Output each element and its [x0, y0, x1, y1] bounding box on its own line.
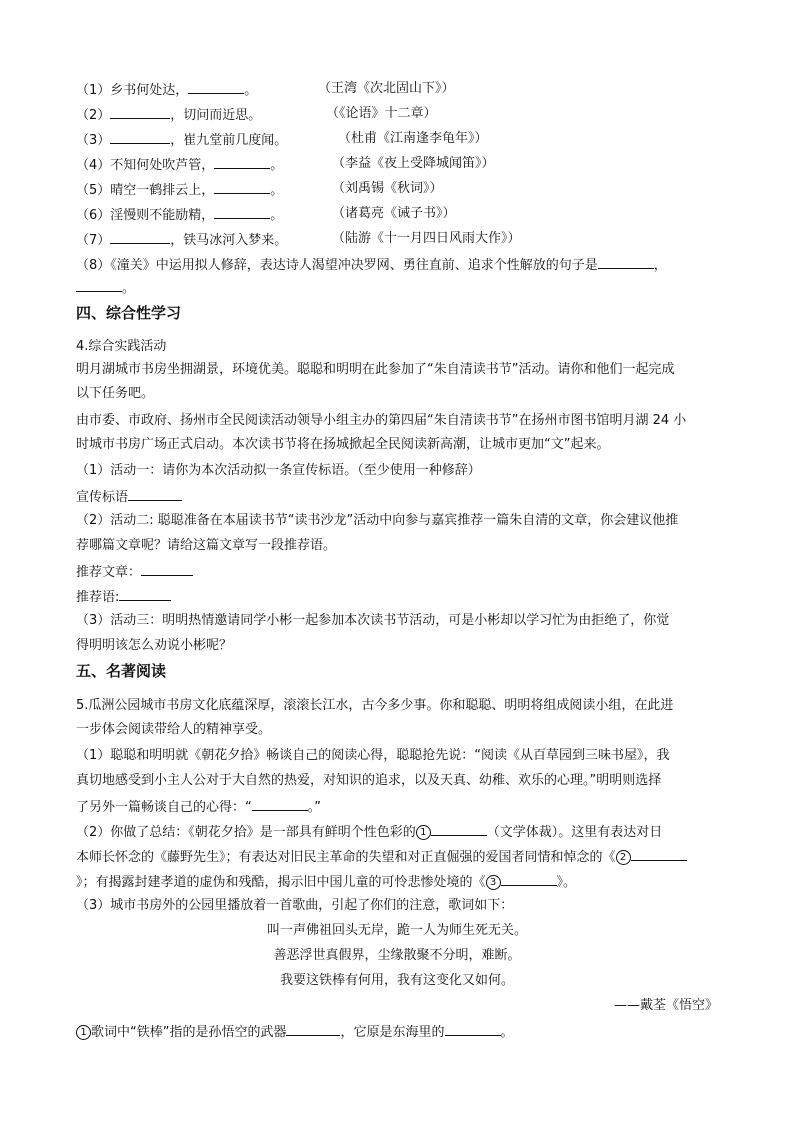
question — [76, 871, 576, 893]
text: （2）你做了总结：《朝花夕拾》是一部具有鲜明个性色彩的 — [76, 825, 416, 840]
question-number: 4.综合实践活动 — [76, 339, 167, 354]
article-line — [76, 561, 193, 583]
poem-text: （4）不知何处吹芦管， — [76, 158, 215, 173]
paragraph: 一步体会阅读带给人的精神享受。 — [76, 722, 272, 737]
poem-text: 。 — [244, 83, 258, 98]
text: 本师长怀念的《藤野先生》；有表达对旧民主革命的失望和对正直倔强的爱国者同情和悼念的《 — [76, 850, 616, 865]
poem-line-4 — [76, 154, 283, 176]
poem-source: （王湾《次北固山下》） — [318, 81, 455, 96]
answer-blank[interactable] — [110, 129, 170, 144]
poem-text: （8）《潼关》中运用拟人修辞，表达诗人渴望冲决罗网、勇往直前、追求个性解放的句子是 — [76, 258, 598, 273]
paragraph: 5.瓜洲公园城市书房文化底蕴深厚，滚滚长江水，古今多少事。你和聪聪、明明将组成阅读小组，在此进 — [76, 698, 674, 713]
question: （3）活动三：明明热情邀请同学小彬一起参加本次读书节活动，可是小彬却以学习忙为由拒绝了，你觉 — [76, 613, 670, 628]
lyric-line: 叫一声佛祖回头无岸，跪一人为师生死无关。 — [266, 923, 527, 938]
text: （文学体裁）。这里有表达对日 — [486, 825, 663, 840]
slogan-line — [76, 486, 182, 508]
question: 真切地感受到小主人公对于大自然的热爱，对知识的追求，以及天真、幼稚、欢乐的心理。”明明则选择 — [76, 773, 662, 788]
poem-text: ，铁马冰河入梦来。 — [170, 233, 288, 248]
label: 推荐语: — [76, 590, 120, 605]
circled-number: 1 — [416, 825, 431, 840]
poem-text: 。 — [122, 281, 136, 296]
poem-text: （6）淫慢则不能励精， — [76, 208, 215, 223]
answer-blank[interactable] — [128, 486, 182, 501]
poem-text: （5）晴空一鹤排云上， — [76, 183, 215, 198]
poem-line-2 — [76, 104, 261, 126]
poem-text: 。 — [270, 183, 284, 198]
text: 了另外一篇畅谈自己的心得：“ — [76, 800, 252, 815]
poem-source: （杜甫《江南逢李龟年》） — [338, 131, 488, 146]
circled-number: 2 — [616, 850, 631, 865]
label: 推荐文章： — [76, 565, 142, 580]
lyric-line: 我要这铁棒有何用，我有这变化又如何。 — [279, 973, 514, 988]
poem-line-7 — [76, 229, 287, 251]
question: （1）聪聪和明明就《朝花夕拾》畅谈自己的阅读心得，聪聪抢先说：“阅读《从百草园到三味书屋》，我 — [76, 748, 670, 763]
poem-text: （7） — [76, 233, 111, 248]
rec-line — [76, 586, 171, 608]
answer-blank[interactable] — [188, 79, 244, 94]
answer-blank[interactable] — [501, 871, 557, 886]
poem-line-3 — [76, 129, 287, 151]
poem-line-8-cont — [76, 277, 135, 299]
poem-text: 。 — [270, 158, 284, 173]
answer-blank[interactable] — [631, 846, 687, 861]
answer-blank[interactable] — [252, 796, 308, 811]
answer-blank[interactable] — [214, 179, 270, 194]
poem-source: （陆游《十一月四日风雨大作》） — [332, 231, 521, 246]
poem-line-1 — [76, 79, 257, 101]
label: 宣传标语 — [76, 490, 129, 505]
answer-blank[interactable] — [110, 104, 170, 119]
poem-text: （3） — [76, 133, 111, 148]
lyric-author: ——戴荃《悟空》 — [613, 998, 718, 1013]
circled-number: 3 — [486, 875, 501, 890]
poem-source: （诸葛亮《诫子书》） — [332, 206, 456, 221]
poem-text: （2） — [76, 108, 111, 123]
question — [76, 1021, 514, 1043]
section-title: 五、名著阅读 — [76, 662, 167, 680]
poem-line-8 — [76, 254, 667, 276]
question: （1）活动一：请你为本次活动拟一条宣传标语。（至少使用一种修辞） — [76, 463, 481, 478]
poem-line-6 — [76, 204, 283, 226]
text: ，它原是东海里的 — [340, 1025, 445, 1040]
paragraph: 明月湖城市书房坐拥湖景，环境优美。聪聪和明明在此参加了“朱自清读书节”活动。请你和他们一起完成 — [76, 362, 675, 377]
question — [76, 821, 662, 843]
answer-blank[interactable] — [598, 254, 654, 269]
poem-source: （《论语》十二章） — [326, 106, 437, 121]
poem-line-5 — [76, 179, 283, 201]
question: （2）活动二: 聪聪准备在本届读书节“读书沙龙”活动中向参与嘉宾推荐一篇朱自清的文章，你会建议他推 — [76, 513, 679, 528]
poem-text: ， — [653, 258, 667, 273]
question — [76, 796, 321, 818]
text: 》；有揭露封建孝道的虚伪和残酷，揭示旧中国儿童的可怜悲惨处境的《 — [76, 875, 486, 890]
text: 。 — [500, 1025, 514, 1040]
poem-source: （李益《夜上受降城闻笛》） — [332, 156, 495, 171]
text: 。” — [307, 800, 321, 815]
question — [76, 846, 687, 868]
question: 荐哪篇文章呢？请给这篇文章写一段推荐语。 — [76, 538, 337, 553]
poem-text: ，崔九堂前几度闻。 — [170, 133, 288, 148]
section-title: 四、综合性学习 — [76, 304, 182, 322]
answer-blank[interactable] — [431, 821, 487, 836]
text: 》。 — [556, 875, 577, 890]
circled-number: 1 — [76, 1025, 91, 1040]
paragraph: 由市委、市政府、扬州市全民阅读活动领导小组主办的第四届“朱自清读书节”在扬州市图书馆明月湖 24 小 — [76, 413, 687, 428]
answer-blank[interactable] — [76, 277, 122, 292]
poem-text: ，切问而近思。 — [170, 108, 262, 123]
answer-blank[interactable] — [214, 154, 270, 169]
answer-blank[interactable] — [141, 561, 193, 576]
answer-blank[interactable] — [214, 204, 270, 219]
question: （3）城市书房外的公园里播放着一首歌曲，引起了你们的注意，歌词如下： — [76, 898, 514, 913]
lyric-line: 善恶浮世真假界，尘缘散聚不分明，难断。 — [273, 948, 521, 963]
paragraph: 时城市书房广场正式启动。本次读书节将在扬城掀起全民阅读新高潮，让城市更加“文”起来。 — [76, 437, 610, 452]
answer-blank[interactable] — [110, 229, 170, 244]
answer-blank[interactable] — [445, 1021, 501, 1036]
paragraph: 以下任务吧。 — [76, 386, 155, 401]
answer-blank[interactable] — [119, 586, 171, 601]
poem-text: （1）乡书何处达， — [76, 83, 189, 98]
text: 歌词中“铁棒”指的是孙悟空的武器 — [91, 1025, 287, 1040]
question: 得明明该怎么劝说小彬呢？ — [76, 638, 233, 653]
answer-blank[interactable] — [286, 1021, 340, 1036]
poem-source: （刘禹锡《秋词》） — [332, 181, 443, 196]
poem-text: 。 — [270, 208, 284, 223]
